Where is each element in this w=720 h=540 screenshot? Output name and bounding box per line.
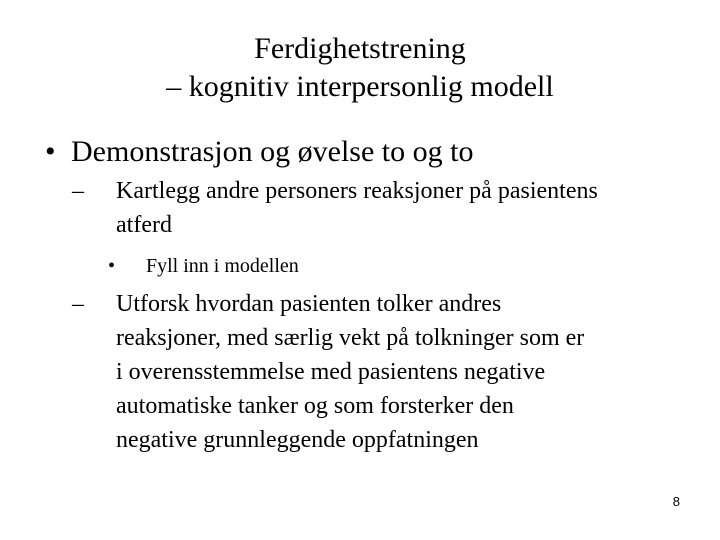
text-line: automatiske tanker og som forsterker den [116, 393, 514, 419]
subsubpoint-text: Fyll inn i modellen [146, 255, 299, 277]
text-line: atferd [116, 212, 172, 238]
subpoint-utforsk-text [116, 287, 686, 457]
title-line-1: Ferdighetstrening [254, 32, 466, 65]
text-line: Kartlegg andre personers reaksjoner på pasientens [116, 178, 598, 204]
bullet-marker: • [45, 135, 56, 168]
text-line: negative grunnleggende oppfatningen [116, 427, 479, 453]
main-bullet-text: Demonstrasjon og øvelse to og to [71, 135, 474, 168]
text-line: i overensstemmelse med pasientens negative [116, 359, 546, 385]
text-line: reaksjoner, med særlig vekt på tolkninger som er [116, 325, 585, 351]
dash-marker: – [72, 178, 84, 204]
subpoint-kartlegg-text [116, 174, 696, 242]
title-line-2: – kognitiv interpersonlig modell [166, 70, 554, 103]
dash-marker: – [72, 291, 84, 317]
slide-title [0, 30, 720, 106]
bullet-marker: • [108, 255, 116, 277]
text-line: Utforsk hvordan pasienten tolker andres [116, 291, 502, 317]
page-number: 8 [672, 494, 680, 509]
